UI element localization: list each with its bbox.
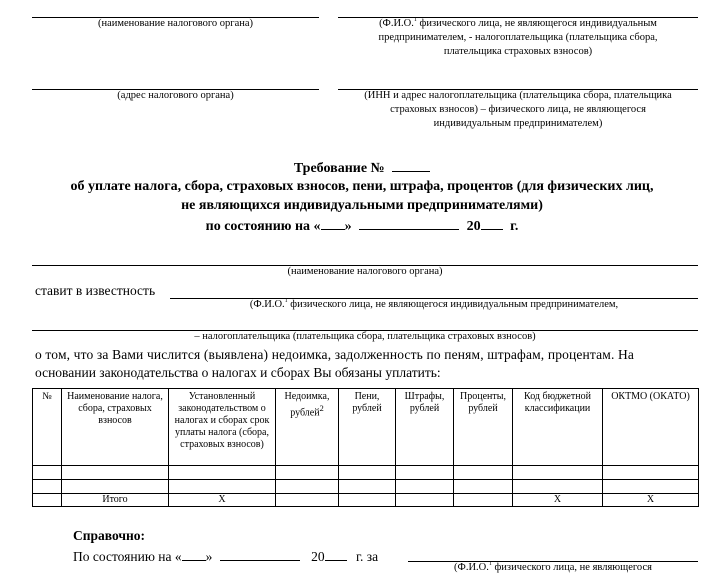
table-total-row — [33, 494, 699, 507]
header-deadline: Установленный законодательством о налогах и сборах срок уплаты налога (сбора, страховых взносов) — [169, 389, 276, 466]
header-number: № — [33, 389, 62, 466]
total-deadline-x: X — [169, 494, 276, 507]
reference-fio-caption: (Ф.И.О.$^1$ физического лица, не являющегося — [454, 561, 652, 573]
header-oktmo: ОКТМО (ОКАТО) — [603, 389, 699, 466]
table-cell[interactable] — [169, 466, 276, 480]
title-line4: по состоянию на « » 20 г. — [0, 215, 724, 236]
payment-table — [32, 388, 699, 507]
requirement-number-field[interactable] — [392, 157, 430, 172]
total-kbk-x: X — [513, 494, 603, 507]
total-oktmo-x: X — [603, 494, 699, 507]
title-day-field[interactable] — [321, 215, 345, 230]
notice-authority-caption: (наименование налогового органа) — [287, 266, 443, 277]
header-kbk: Код бюджетной классификации — [513, 389, 603, 466]
table-cell[interactable] — [396, 480, 454, 494]
taxpayer-inn-caption-line1: (ИНН и адрес налогоплательщика (плательщика сбора, плательщика — [364, 90, 672, 101]
notice-text-line2: основании законодательства о налогах и сборах Вы обязаны уплатить: — [35, 365, 441, 380]
reference-heading: Справочно: — [73, 528, 146, 543]
header-nedoimka: Недоимка, рублей$^2$ — [276, 389, 339, 466]
reference-year-field[interactable] — [325, 546, 347, 561]
table-cell[interactable] — [454, 480, 513, 494]
title-line3: не являющихся индивидуальными предпринимателями) — [181, 198, 543, 213]
total-peni[interactable] — [339, 494, 396, 507]
taxpayer-fio-caption-line1: (Ф.И.О.$^1$ физического лица, не являющегося индивидуальным — [379, 17, 657, 29]
table-cell[interactable] — [603, 466, 699, 480]
total-nedoimka[interactable] — [276, 494, 339, 507]
table-cell[interactable] — [62, 480, 169, 494]
header-peni: Пени, рублей — [339, 389, 396, 466]
taxpayer-fio-caption-line3: плательщика страховых взносов) — [443, 46, 593, 57]
table-cell[interactable] — [339, 466, 396, 480]
notice-fio-caption: (Ф.И.О.$^1$ физического лица, не являющегося индивидуальным предпринимателем, — [249, 298, 619, 310]
total-procenty[interactable] — [454, 494, 513, 507]
taxpayer-inn-caption-line2: страховых взносов) – физического лица, не являющегося — [390, 104, 646, 115]
table-header-row — [33, 389, 699, 466]
table-cell[interactable] — [454, 466, 513, 480]
total-label: Итого — [62, 494, 169, 507]
table-cell[interactable] — [276, 466, 339, 480]
authority-name-caption: (наименование налогового органа) — [97, 18, 254, 29]
table-cell[interactable] — [33, 466, 62, 480]
header-tax-name: Наименование налога, сбора, страховых взносов — [62, 389, 169, 466]
notice-taxpayer-caption: – налогоплательщика (плательщика сбора, плательщика страховых взносов) — [194, 331, 536, 342]
table-cell[interactable] — [396, 466, 454, 480]
table-cell — [33, 494, 62, 507]
reference-month-field[interactable] — [220, 546, 300, 561]
taxpayer-fio-caption-line2: предпринимателем, - налогоплательщика (плательщика сбора, — [378, 32, 658, 43]
table-cell[interactable] — [169, 480, 276, 494]
table-cell[interactable] — [603, 480, 699, 494]
total-shtrafy[interactable] — [396, 494, 454, 507]
title-line2: об уплате налога, сбора, страховых взносов, пени, штрафа, процентов (для физических лиц, — [70, 179, 654, 194]
header-shtrafy: Штрафы, рублей — [396, 389, 454, 466]
table-row — [33, 466, 699, 480]
table-cell[interactable] — [62, 466, 169, 480]
table-cell[interactable] — [276, 480, 339, 494]
header-procenty: Проценты, рублей — [454, 389, 513, 466]
taxpayer-inn-caption-line3: индивидуальным предпринимателем) — [433, 118, 603, 129]
notice-text-line1: о том, что за Вами числится (выявлена) недоимка, задолженность по пеням, штрафам, процентам. На — [35, 347, 635, 362]
title-month-field[interactable] — [359, 215, 459, 230]
reference-day-field[interactable] — [182, 546, 206, 561]
table-row — [33, 480, 699, 494]
table-cell[interactable] — [339, 480, 396, 494]
title-year-field[interactable] — [481, 215, 503, 230]
informs-label: ставит в известность — [35, 283, 156, 298]
table-cell[interactable] — [33, 480, 62, 494]
title-line1: Требование № — [0, 157, 724, 178]
table-cell[interactable] — [513, 466, 603, 480]
reference-line: По состоянию на « » 20 г. за — [73, 546, 378, 566]
table-cell[interactable] — [513, 480, 603, 494]
authority-address-caption: (адрес налогового органа) — [117, 90, 234, 101]
